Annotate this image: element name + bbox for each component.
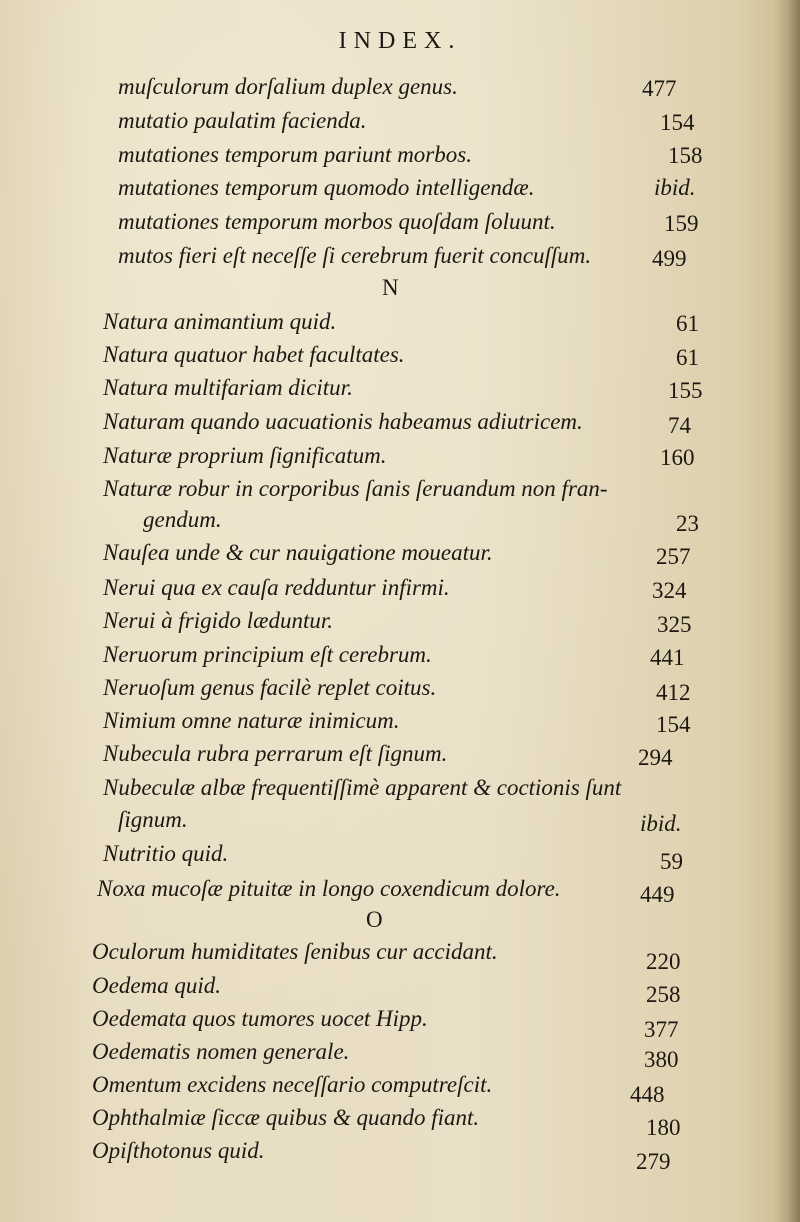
page-number: 499: [652, 246, 687, 271]
page-number: 154: [660, 110, 695, 135]
page-number: 74: [668, 413, 691, 438]
page-number: 159: [664, 211, 699, 236]
index-entry: Nubeculæ albæ frequentiſſimè apparent & coctionis ſunt: [103, 775, 622, 800]
index-entry: Omentum excidens neceſſario computreſcit.: [92, 1072, 493, 1097]
page-number: 449: [640, 882, 675, 907]
index-entry: mutationes temporum morbos quoſdam ſoluunt.: [118, 209, 556, 234]
page-number: 380: [644, 1047, 679, 1072]
section-letter-o: O: [366, 907, 383, 932]
index-entry: Naturæ robur in corporibus ſanis ſeruandum non fran-: [103, 476, 608, 501]
page-number: 61: [676, 345, 699, 370]
page-number: 325: [657, 612, 692, 637]
page-number: 220: [646, 949, 681, 974]
index-entry: mutos fieri eſt neceſſe ſi cerebrum fuerit concuſſum.: [118, 243, 592, 268]
page-number: ibid.: [640, 811, 682, 836]
page-number: 257: [656, 544, 691, 569]
page-number: 441: [650, 645, 685, 670]
index-entry: mutatio paulatim facienda.: [118, 108, 367, 133]
page-number: 294: [638, 745, 673, 770]
index-entry: Nubecula rubra perrarum eſt ſignum.: [103, 741, 448, 766]
page-number: 324: [652, 578, 687, 603]
page-number: 448: [630, 1082, 665, 1107]
index-entry: Nutritio quid.: [103, 841, 229, 866]
page-number: 160: [660, 445, 695, 470]
page-number: 155: [668, 378, 703, 403]
page-number: 154: [656, 712, 691, 737]
index-entry: Naturæ proprium ſignificatum.: [103, 443, 387, 468]
index-entry: Ophthalmiæ ſiccæ quibus & quando fiant.: [92, 1105, 480, 1130]
index-entry: Neruorum principium eſt cerebrum.: [103, 642, 432, 667]
page-number: 279: [636, 1149, 671, 1174]
index-entry: ſignum.: [118, 807, 188, 832]
index-entry: Oedemata quos tumores uocet Hipp.: [92, 1006, 428, 1031]
index-entry: Opiſthotonus quid.: [92, 1138, 265, 1163]
page-number: 412: [656, 680, 691, 705]
index-entry: Natura animantium quid.: [103, 309, 337, 334]
section-letter-n: N: [382, 275, 399, 300]
page-number: 59: [660, 849, 683, 874]
page-number: 377: [644, 1017, 679, 1042]
index-entry: mutationes temporum pariunt morbos.: [118, 142, 472, 167]
index-entry: Nimium omne naturæ inimicum.: [103, 708, 400, 733]
page-number: 258: [646, 982, 681, 1007]
index-entry: Natura quatuor habet facultates.: [103, 342, 405, 367]
index-entry: Oedema quid.: [92, 973, 222, 998]
page-header: INDEX.: [338, 28, 462, 54]
index-entry: Oedematis nomen generale.: [92, 1039, 350, 1064]
index-entry: Nerui qua ex cauſa redduntur infirmi.: [103, 575, 450, 600]
page-number: 158: [668, 143, 703, 168]
index-entry: Oculorum humiditates ſenibus cur accidant.: [92, 939, 498, 964]
index-entry: Neruoſum genus facilè replet coitus.: [103, 675, 437, 700]
index-entry: Naturam quando uacuationis habeamus adiutricem.: [103, 409, 583, 434]
page-number: ibid.: [654, 175, 696, 200]
page-number: 61: [676, 311, 699, 336]
page-number: 180: [646, 1115, 681, 1140]
page-number: 23: [676, 511, 699, 536]
index-entry: Nauſea unde & cur nauigatione moueatur.: [103, 540, 493, 565]
index-entry: Natura multifariam dicitur.: [103, 375, 353, 400]
index-entry: mutationes temporum quomodo intelligendæ.: [118, 175, 535, 200]
index-entry: Noxa mucoſæ pituitæ in longo coxendicum dolore.: [97, 876, 561, 901]
page-number: 477: [642, 76, 677, 101]
index-entry: gendum.: [143, 507, 222, 532]
index-entry: Nerui à frigido læduntur.: [103, 608, 334, 633]
index-entry: muſculorum dorſalium duplex genus.: [118, 74, 458, 99]
